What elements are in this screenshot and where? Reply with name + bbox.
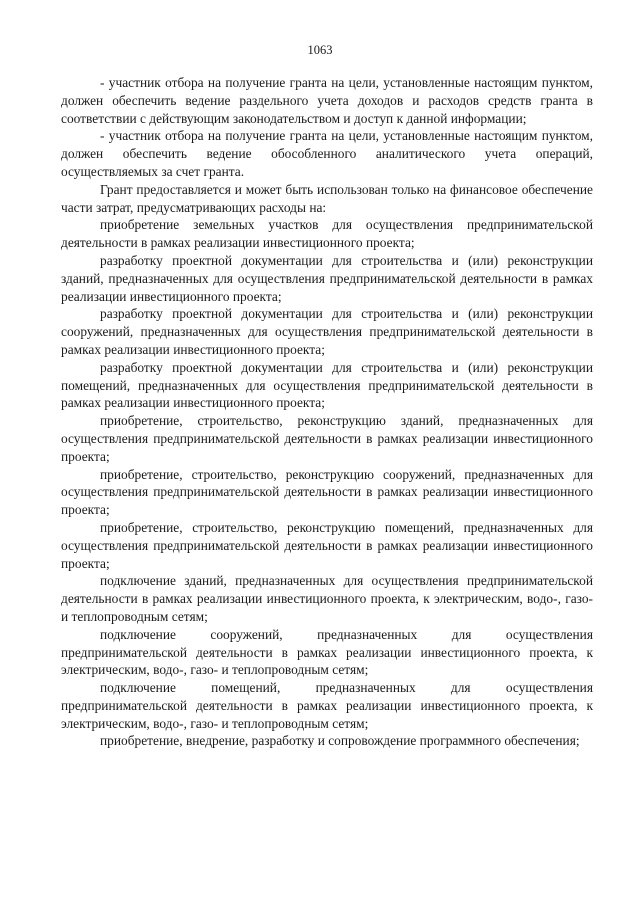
list-item-design-structures: разработку проектной документации для строительства и (или) реконструкции сооружений, предназначенных для осуществления предпринимательской деятельности в рамках реализации инвестиционного проекта;	[61, 306, 593, 357]
list-item-software: приобретение, внедрение, разработку и сопровождение программного обеспечения;	[100, 733, 580, 749]
list-item-construct-buildings: приобретение, строительство, реконструкцию зданий, предназначенных для осуществления предпринимательской деятельности в рамках реализации инвестиционного проекта;	[61, 413, 593, 464]
list-item-design-buildings: разработку проектной документации для строительства и (или) реконструкции зданий, предназначенных для осуществления предпринимательской деятельности в рамках реализации инвестиционного проекта;	[61, 252, 593, 304]
list-item-connect-buildings: подключение зданий, предназначенных для осуществления предпринимательской деятельности в рамках реализации инвестиционного проекта, к электрическим, водо-, газо- и теплопроводным сетям;	[61, 573, 593, 624]
list-item-construct-premises: приобретение, строительство, реконструкцию помещений, предназначенных для осуществления предпринимательской деятельности в рамках реализации инвестиционного проекта;	[61, 519, 593, 571]
paragraph-analytical-accounting: - участник отбора на получение гранта на цели, установленные настоящим пунктом, должен обеспечить ведение обособленного аналитического учета операций, осуществляемых за счет гранта.	[61, 128, 593, 179]
page-number: 1063	[307, 43, 333, 57]
paragraph-separate-accounting: - участник отбора на получение гранта на цели, установленные настоящим пунктом, должен обеспечить ведение раздельного учета доходов и расходов средств гранта в соответствии с действующим законодательством и доступ к данной информации;	[61, 75, 593, 126]
list-item-construct-structures: приобретение, строительство, реконструкцию сооружений, предназначенных для осуществления предпринимательской деятельности в рамках реализации инвестиционного проекта;	[61, 466, 593, 518]
document-body	[61, 74, 593, 750]
list-item-design-premises: разработку проектной документации для строительства и (или) реконструкции помещений, предназначенных для осуществления предпринимательской деятельности в рамках реализации инвестиционного проекта;	[61, 359, 593, 411]
paragraph-grant-purpose: Грант предоставляется и может быть использован только на финансовое обеспечение части затрат, предусматривающих расходы на:	[61, 181, 593, 215]
list-item-land-acquisition: приобретение земельных участков для осуществления предпринимательской деятельности в рамках реализации инвестиционного проекта;	[61, 217, 593, 251]
list-item-connect-premises: подключение помещений, предназначенных для осуществления предпринимательской деятельности в рамках реализации инвестиционного проекта, к электрическим, водо-, газо- и теплопроводным сетям;	[61, 680, 593, 731]
list-item-connect-structures: подключение сооружений, предназначенных для осуществления предпринимательской деятельности в рамках реализации инвестиционного проекта, к электрическим, водо-, газо- и теплопроводным сетям;	[61, 626, 593, 678]
